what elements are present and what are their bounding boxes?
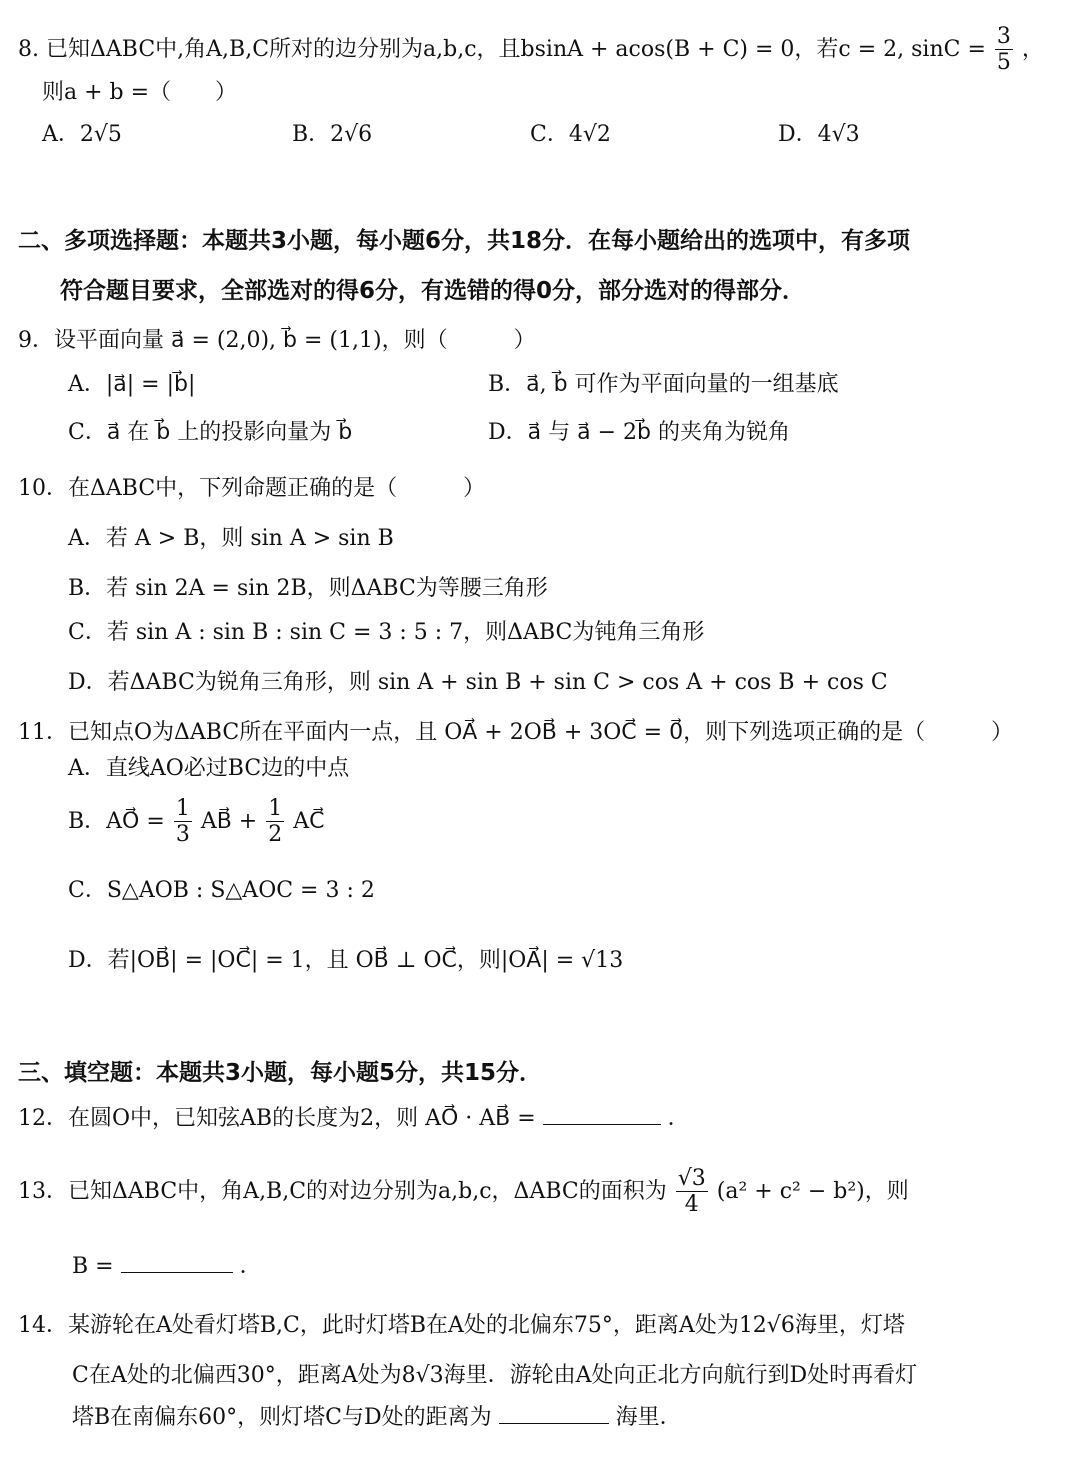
q14-line3-text: 塔B在南偏东60°，则灯塔C与D处的距离为 [72,1405,492,1430]
q11-b-frac2-num: 1 [268,796,283,821]
q14-line3-end: 海里． [615,1405,682,1430]
q11-b-post: AC⃗ [293,808,325,834]
q8-option-c: C．4√2 [530,122,611,147]
q11-option-a: A．直线AO必过BC边的中点 [68,756,350,781]
q11-b-mid: AB⃗ + [200,808,258,834]
q13-line2 [72,1254,262,1280]
q9-option-d: D．a⃗ 与 a⃗ − 2b⃗ 的夹角为锐角 [488,420,790,445]
q8-stem: 8. 已知ΔABC中,角A,B,C所对的边分别为a,b,c，且bsinA + acos(B + C) = 0，若c = 2, sinC = [18,36,986,62]
q13-stem: 13．已知ΔABC中，角A,B,C的对边分别为a,b,c，ΔABC的面积为 [18,1178,667,1204]
q10-option-c: C．若 sin A : sin B : sin C = 3 : 5 : 7，则ΔABC为钝角三角形 [68,620,705,645]
q14-line1: 14．某游轮在A处看灯塔B,C，此时灯塔B在A处的北偏东75°，距离A处为12√6海里，灯塔 [18,1313,905,1338]
q9-option-b: B．a⃗, b⃗ 可作为平面向量的一组基底 [488,372,839,397]
q11-b-frac2 [266,796,284,848]
q13-end: ． [239,1254,262,1279]
q13-line1 [18,1166,909,1218]
section2-heading-line1: 二、多项选择题：本题共3小题，每小题6分，共18分．在每小题给出的选项中，有多项 [18,228,911,254]
q11-option-d: D．若|OB⃗| = |OC⃗| = 1，且 OB⃗ ⊥ OC⃗，则|OA⃗| = √13 [68,948,624,973]
q8-stem-line [18,24,1044,76]
q13-after: (a² + c² − b²)，则 [716,1178,909,1204]
q10-stem: 10．在ΔABC中，下列命题正确的是（ ） [18,476,486,501]
q11-b-pre: B．AO⃗ = [68,808,165,834]
q14-line2: C在A处的北偏西30°，距离A处为8√3海里．游轮由A处向正北方向航行到D处时再看灯 [72,1363,918,1388]
q11-option-b [68,796,324,848]
q12-answer-blank[interactable] [543,1106,661,1125]
q11-b-frac1 [174,796,192,848]
q8-option-a: A．2√5 [42,122,122,147]
q13-fraction [676,1166,708,1218]
q12-end: ． [667,1106,690,1131]
q11-option-c: C．S△AOB : S△AOC = 3 : 2 [68,878,375,903]
q9-option-a: A．|a⃗| = |b⃗| [68,372,196,397]
q10-option-d: D．若ΔABC为锐角三角形，则 sin A + sin B + sin C > cos A + cos B + cos C [68,670,888,695]
q9-option-c: C．a⃗ 在 b⃗ 上的投影向量为 b⃗ [68,420,353,445]
q10-option-a: A．若 A > B，则 sin A > sin B [68,526,394,551]
q10-option-b: B．若 sin 2A = sin 2B，则ΔABC为等腰三角形 [68,576,548,601]
q14-answer-blank[interactable] [499,1405,609,1424]
q11-b-frac1-den: 3 [175,822,190,848]
q8-stem-end: ， [1021,36,1044,62]
q8-frac-den: 5 [996,50,1011,76]
q13-frac-den: 4 [684,1192,699,1218]
q8-line2: 则a + b =（ ） [42,80,238,105]
q8-frac-num: 3 [996,24,1011,49]
section2-heading-line2: 符合题目要求，全部选对的得6分，有选错的得0分，部分选对的得部分． [60,278,806,304]
q11-stem: 11．已知点O为ΔABC所在平面内一点，且 OA⃗ + 2OB⃗ + 3OC⃗ = 0⃗，则下列选项正确的是（ ） [18,720,1014,745]
q12-stem: 12．在圆O中，已知弦AB的长度为2，则 AO⃗ · AB⃗ = [18,1106,536,1131]
q8-option-d: D．4√3 [778,122,860,147]
q9-stem: 9．设平面向量 a⃗ = (2,0), b⃗ = (1,1)，则（ ） [18,328,536,353]
q8-fraction [995,24,1013,76]
q13-answer-blank[interactable] [121,1254,233,1273]
q13-line2-text: B = [72,1254,114,1279]
q12-line [18,1106,690,1132]
q14-line3 [72,1405,682,1431]
q8-option-b: B．2√6 [292,122,373,147]
q11-b-frac1-num: 1 [175,796,190,821]
q11-b-frac2-den: 2 [268,822,283,848]
section3-heading: 三、填空题：本题共3小题，每小题5分，共15分． [18,1060,543,1086]
q13-frac-num: √3 [677,1166,706,1191]
